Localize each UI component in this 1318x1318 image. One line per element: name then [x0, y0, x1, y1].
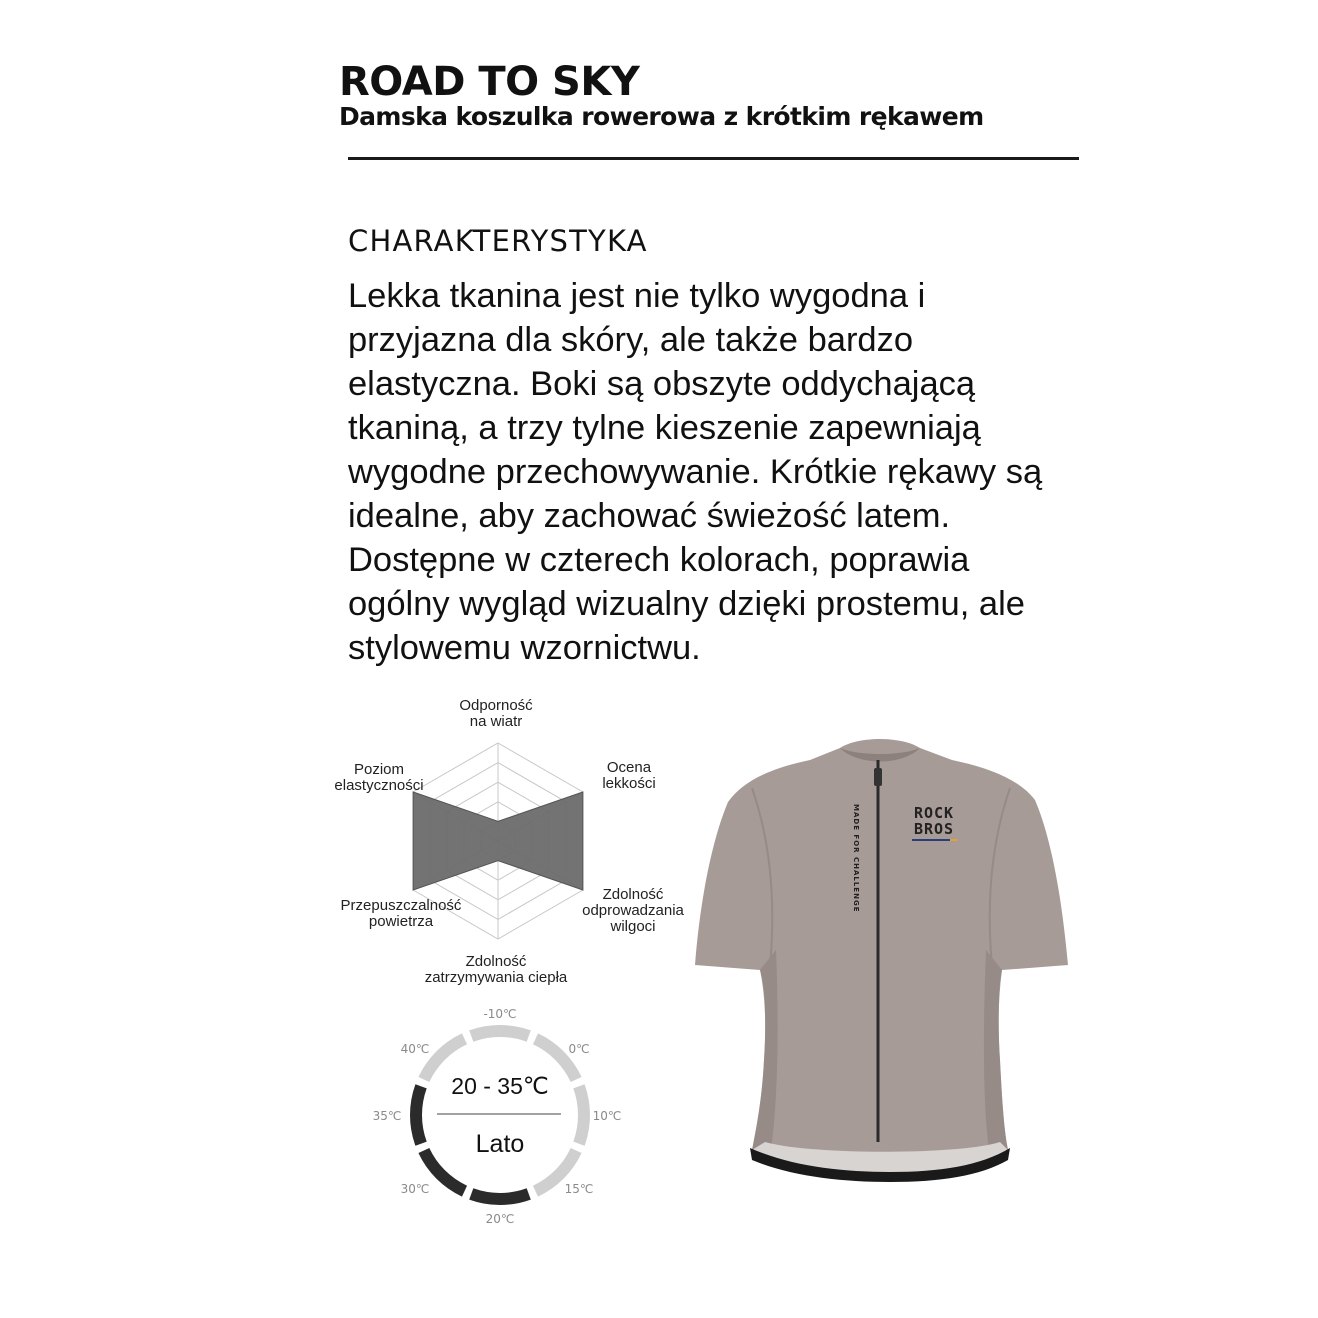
- jersey-body: [695, 739, 1068, 1174]
- temperature-ring: [416, 1031, 584, 1199]
- jersey-image: [690, 730, 1080, 1190]
- temperature-segment-active: [416, 1086, 421, 1143]
- temp-tick-10: 10℃: [592, 1109, 622, 1123]
- radar-label-heat-2: zatrzymywania ciepła: [424, 969, 568, 986]
- temp-tick-40: 40℃: [400, 1042, 430, 1056]
- temp-tick-35: 35℃: [372, 1109, 402, 1123]
- jersey-side-panel-left: [752, 950, 778, 1156]
- temperature-segment: [579, 1086, 584, 1143]
- temperature-segment-active: [471, 1194, 528, 1199]
- zipper-pull: [874, 768, 882, 786]
- radar-label-moisture-1: Zdolność: [602, 886, 664, 903]
- jersey-side-panel-right: [984, 950, 1008, 1156]
- temp-tick-20: 20℃: [485, 1212, 515, 1226]
- radar-label-moisture-3: wilgoci: [610, 918, 656, 935]
- radar-label-air-1: Przepuszczalność: [340, 897, 462, 914]
- radar-label-air-2: powietrza: [368, 913, 434, 930]
- radar-chart: [300, 690, 700, 990]
- temp-tick-30: 30℃: [400, 1182, 430, 1196]
- temp-tick-0: 0℃: [568, 1042, 590, 1056]
- header-divider: [348, 157, 1079, 160]
- brand-logo-line1: ROCK: [913, 804, 955, 822]
- radar-label-light-2: lekkości: [602, 775, 656, 792]
- temp-tick-15: 15℃: [564, 1182, 594, 1196]
- temp-tick-minus10: -10℃: [483, 1007, 517, 1021]
- radar-label-moisture-2: odprowadzania: [582, 902, 684, 919]
- jersey-slogan: MADE FOR CHALLENGE: [852, 804, 860, 913]
- product-description: Lekka tkanina jest nie tylko wygodna i przyjazna dla skóry, ale także bardzo elastyczna. Boki są obszyte oddychającą tkaniną, a trzy tylne kieszenie zapewniają wygodne przechowywanie. Krótkie rękawy są idealne, aby zachować świeżość latem. Dostępne w czterech kolorach, poprawia ogólny wygląd wizualny dzięki prostemu, ale stylowemu wzornictwu.: [348, 277, 1043, 667]
- temperature-segment-active: [424, 1151, 465, 1192]
- radar-label-stretch-2: elastyczności: [334, 777, 424, 794]
- brand-logo-stripe-accent: [950, 839, 958, 841]
- radar-label-heat-1: Zdolność: [465, 953, 527, 970]
- section-label: CHARAKTERYSTYKA: [348, 224, 648, 258]
- radar-label-wind-1: Odporność: [459, 697, 533, 714]
- product-title: ROAD TO SKY: [339, 59, 640, 105]
- radar-label-light-1: Ocena: [606, 759, 652, 776]
- radar-label-stretch-1: Poziom: [353, 761, 405, 778]
- temperature-gauge: [355, 1000, 645, 1240]
- brand-logo-stripe: [912, 839, 956, 841]
- temperature-season: Lato: [475, 1130, 525, 1158]
- product-subtitle: Damska koszulka rowerowa z krótkim rękawem: [339, 102, 984, 131]
- radar-label-wind-2: na wiatr: [469, 713, 523, 730]
- temperature-range: 20 - 35℃: [451, 1073, 549, 1099]
- brand-logo-line2: BROS: [913, 820, 955, 838]
- temperature-segment: [471, 1031, 528, 1036]
